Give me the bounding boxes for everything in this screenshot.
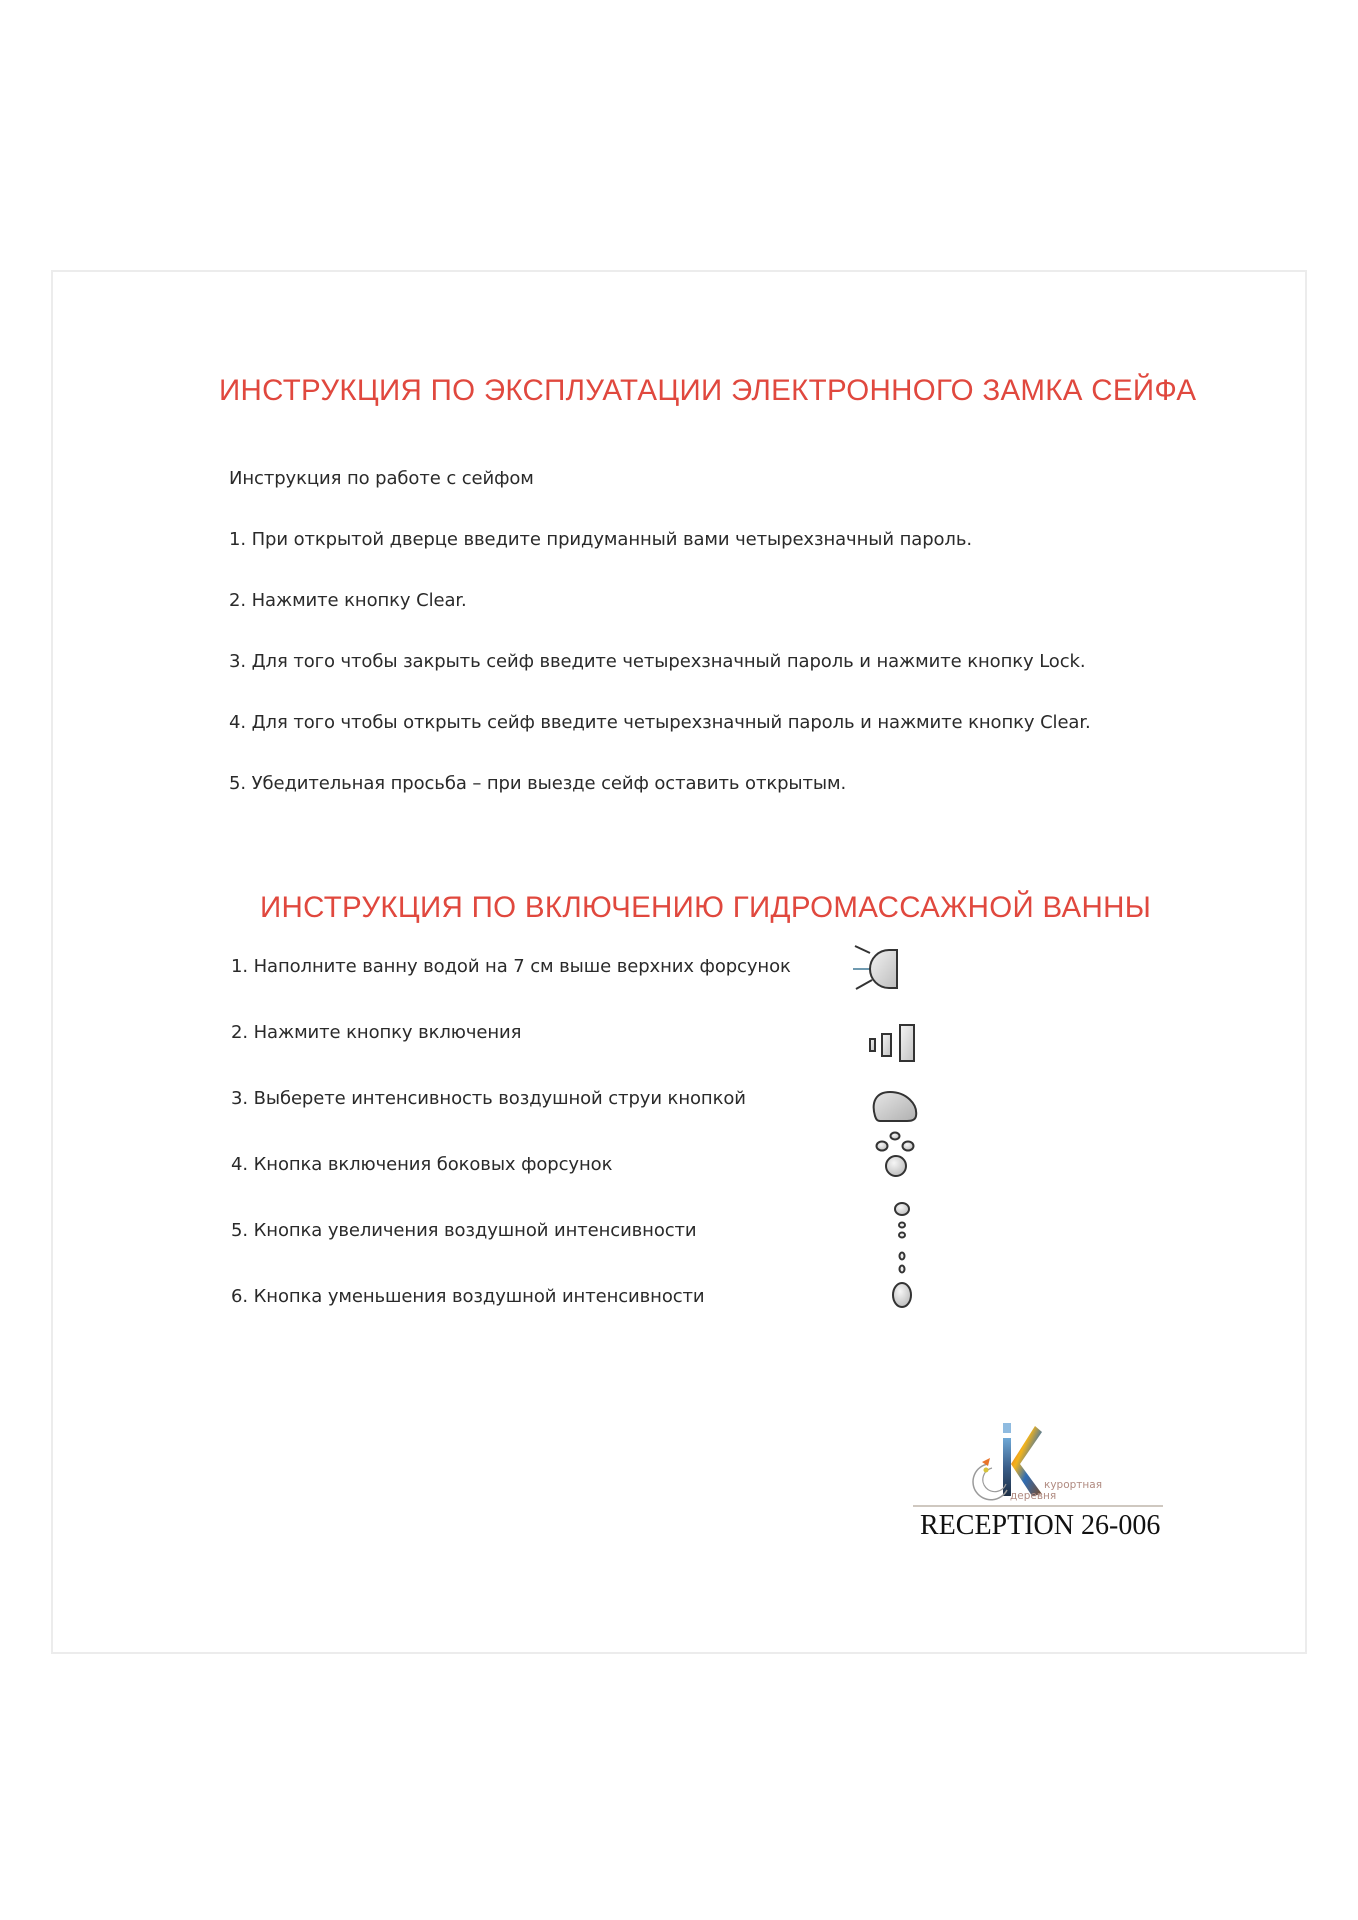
bath-step: 5. Кнопка увеличения воздушной интенсивности bbox=[231, 1220, 697, 1241]
bath-step: 2. Нажмите кнопку включения bbox=[231, 1022, 522, 1043]
air-decrease-icon bbox=[885, 1250, 919, 1310]
reception-phone: RECEPTION 26-006 bbox=[920, 1510, 1161, 1541]
logo-dot bbox=[1003, 1423, 1011, 1433]
safe-step: 3. Для того чтобы закрыть сейф введите четырехзначный пароль и нажмите кнопку Lock. bbox=[229, 651, 1086, 672]
bath-step: 1. Наполните ванну водой на 7 см выше верхних форсунок bbox=[231, 956, 791, 977]
safe-step: 4. Для того чтобы открыть сейф введите четырехзначный пароль и нажмите кнопку Clear. bbox=[229, 712, 1091, 733]
light-jet-icon bbox=[850, 942, 910, 992]
logo-text-resort: курортная bbox=[1044, 1479, 1103, 1491]
safe-instructions-title: ИНСТРУКЦИЯ ПО ЭКСПЛУАТАЦИИ ЭЛЕКТРОННОГО ЗАМКА СЕЙФА bbox=[219, 374, 1197, 407]
safe-step: 2. Нажмите кнопку Clear. bbox=[229, 590, 467, 611]
safe-step: 1. При открытой дверце введите придуманный вами четырехзначный пароль. bbox=[229, 529, 972, 550]
side-jets-icon bbox=[870, 1130, 920, 1186]
bath-step: 6. Кнопка уменьшения воздушной интенсивности bbox=[231, 1286, 705, 1307]
footer-divider bbox=[913, 1505, 1163, 1507]
power-bars-icon bbox=[868, 1022, 920, 1066]
resort-village-logo bbox=[960, 1420, 1120, 1505]
air-jet-button-icon bbox=[870, 1088, 922, 1124]
bath-step: 3. Выберете интенсивность воздушной струи кнопкой bbox=[231, 1088, 746, 1109]
logo-text-village: деревня bbox=[1010, 1490, 1057, 1502]
bath-instructions-title: ИНСТРУКЦИЯ ПО ВКЛЮЧЕНИЮ ГИДРОМАССАЖНОЙ ВАННЫ bbox=[260, 891, 1152, 924]
safe-instructions-subtitle: Инструкция по работе с сейфом bbox=[229, 468, 534, 489]
safe-step: 5. Убедительная просьба – при выезде сейф оставить открытым. bbox=[229, 773, 847, 794]
bath-step: 4. Кнопка включения боковых форсунок bbox=[231, 1154, 613, 1175]
